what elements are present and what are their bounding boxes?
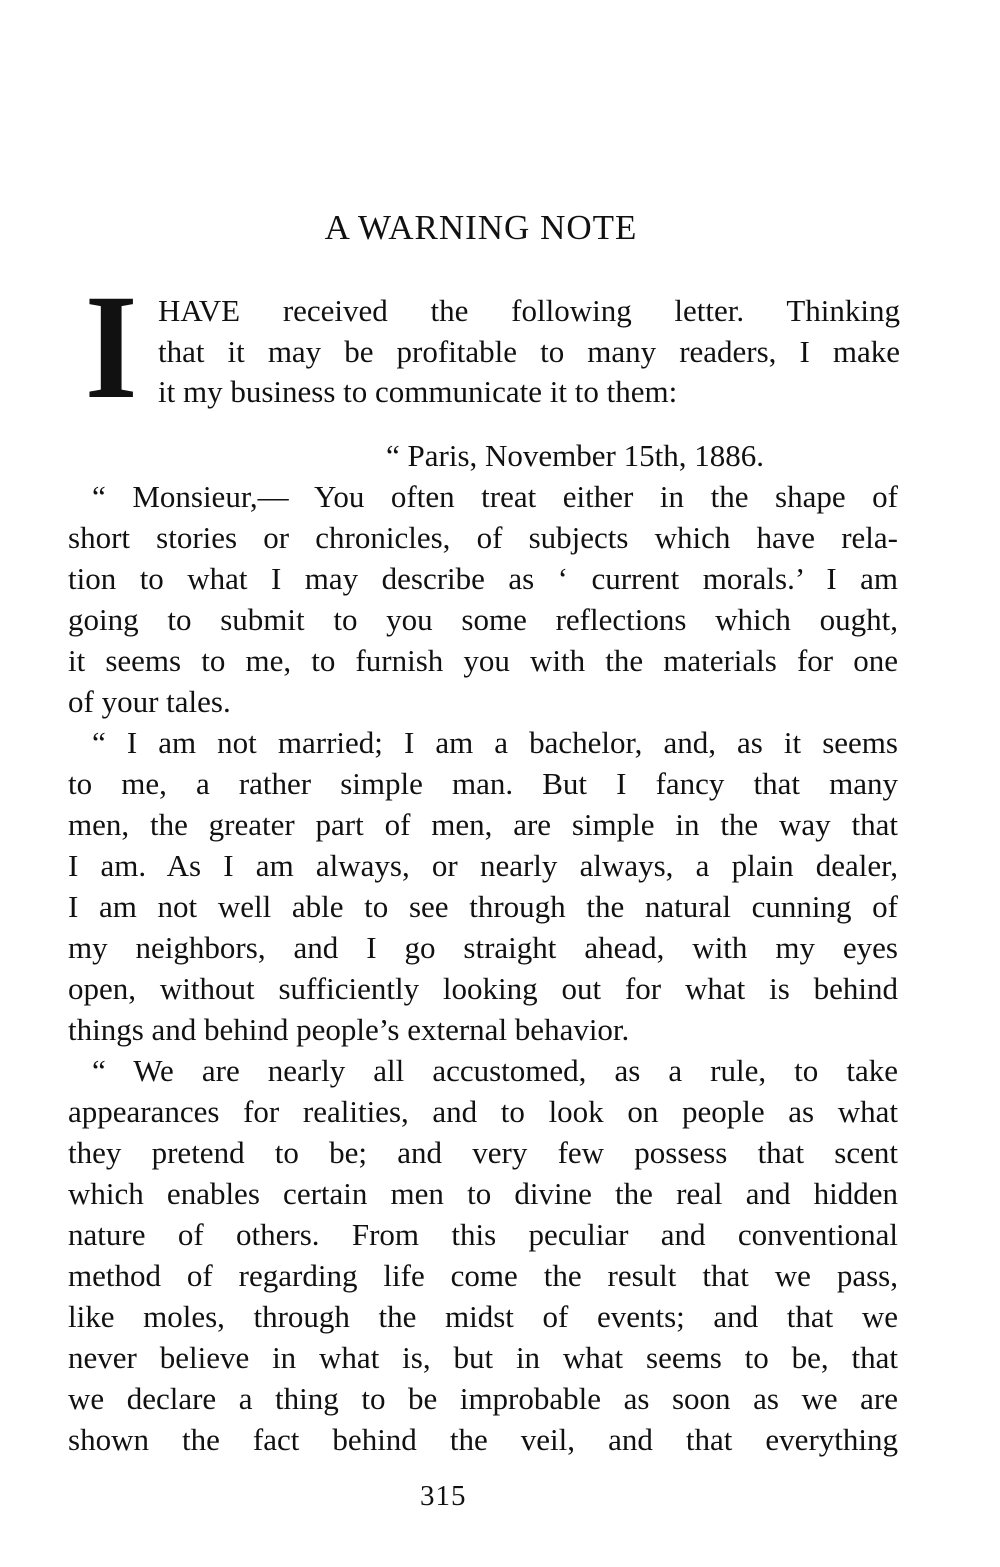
chapter-title: A WARNING NOTE <box>324 208 638 247</box>
text-line: appearances for realities, and to look on people as what <box>68 1094 898 1129</box>
text-line: that it may be profitable to many readers, I make <box>158 333 900 369</box>
page-number: 315 <box>420 1480 467 1512</box>
text-line: men, the greater part of men, are simple in the way that <box>68 807 898 842</box>
text-line: it seems to me, to furnish you with the materials for one <box>68 643 898 678</box>
text-line: “ Monsieur,— You often treat either in the shape of <box>92 479 898 514</box>
text-line: of your tales. <box>68 684 231 719</box>
drop-cap: I <box>84 264 138 430</box>
text-line: “ I am not married; I am a bachelor, and, as it seems <box>92 725 898 760</box>
text-line: going to submit to you some reflections which ought, <box>68 602 898 637</box>
letter-dateline: “ Paris, November 15th, 1886. <box>386 438 764 473</box>
text-line: things and behind people’s external behavior. <box>68 1012 630 1047</box>
text-line: to me, a rather simple man. But I fancy that many <box>68 766 898 801</box>
text-line: never believe in what is, but in what seems to be, that <box>68 1340 898 1375</box>
text-line: open, without sufficiently looking out for what is behind <box>68 971 898 1006</box>
text-line: like moles, through the midst of events; and that we <box>68 1299 898 1334</box>
text-line: it my business to communicate it to them: <box>158 374 678 409</box>
text-line: “ We are nearly all accustomed, as a rule, to take <box>92 1053 898 1088</box>
text-line: my neighbors, and I go straight ahead, with my eyes <box>68 930 898 965</box>
text-line: I am. As I am always, or nearly always, a plain dealer, <box>68 848 898 883</box>
text-line: which enables certain men to divine the real and hidden <box>68 1176 898 1211</box>
text-line: they pretend to be; and very few possess that scent <box>68 1135 898 1170</box>
text-line: tion to what I may describe as ‘ current morals.’ I am <box>68 561 898 596</box>
text-line: short stories or chronicles, of subjects which have rela- <box>68 520 898 555</box>
text-line: shown the fact behind the veil, and that everything <box>68 1422 898 1457</box>
text-line: nature of others. From this peculiar and conventional <box>68 1217 898 1252</box>
text-line: method of regarding life come the result that we pass, <box>68 1258 898 1293</box>
text-line: HAVE received the following letter. Thinking <box>158 293 900 328</box>
text-line: we declare a thing to be improbable as soon as we are <box>68 1381 898 1416</box>
text-line: I am not well able to see through the natural cunning of <box>68 889 898 924</box>
